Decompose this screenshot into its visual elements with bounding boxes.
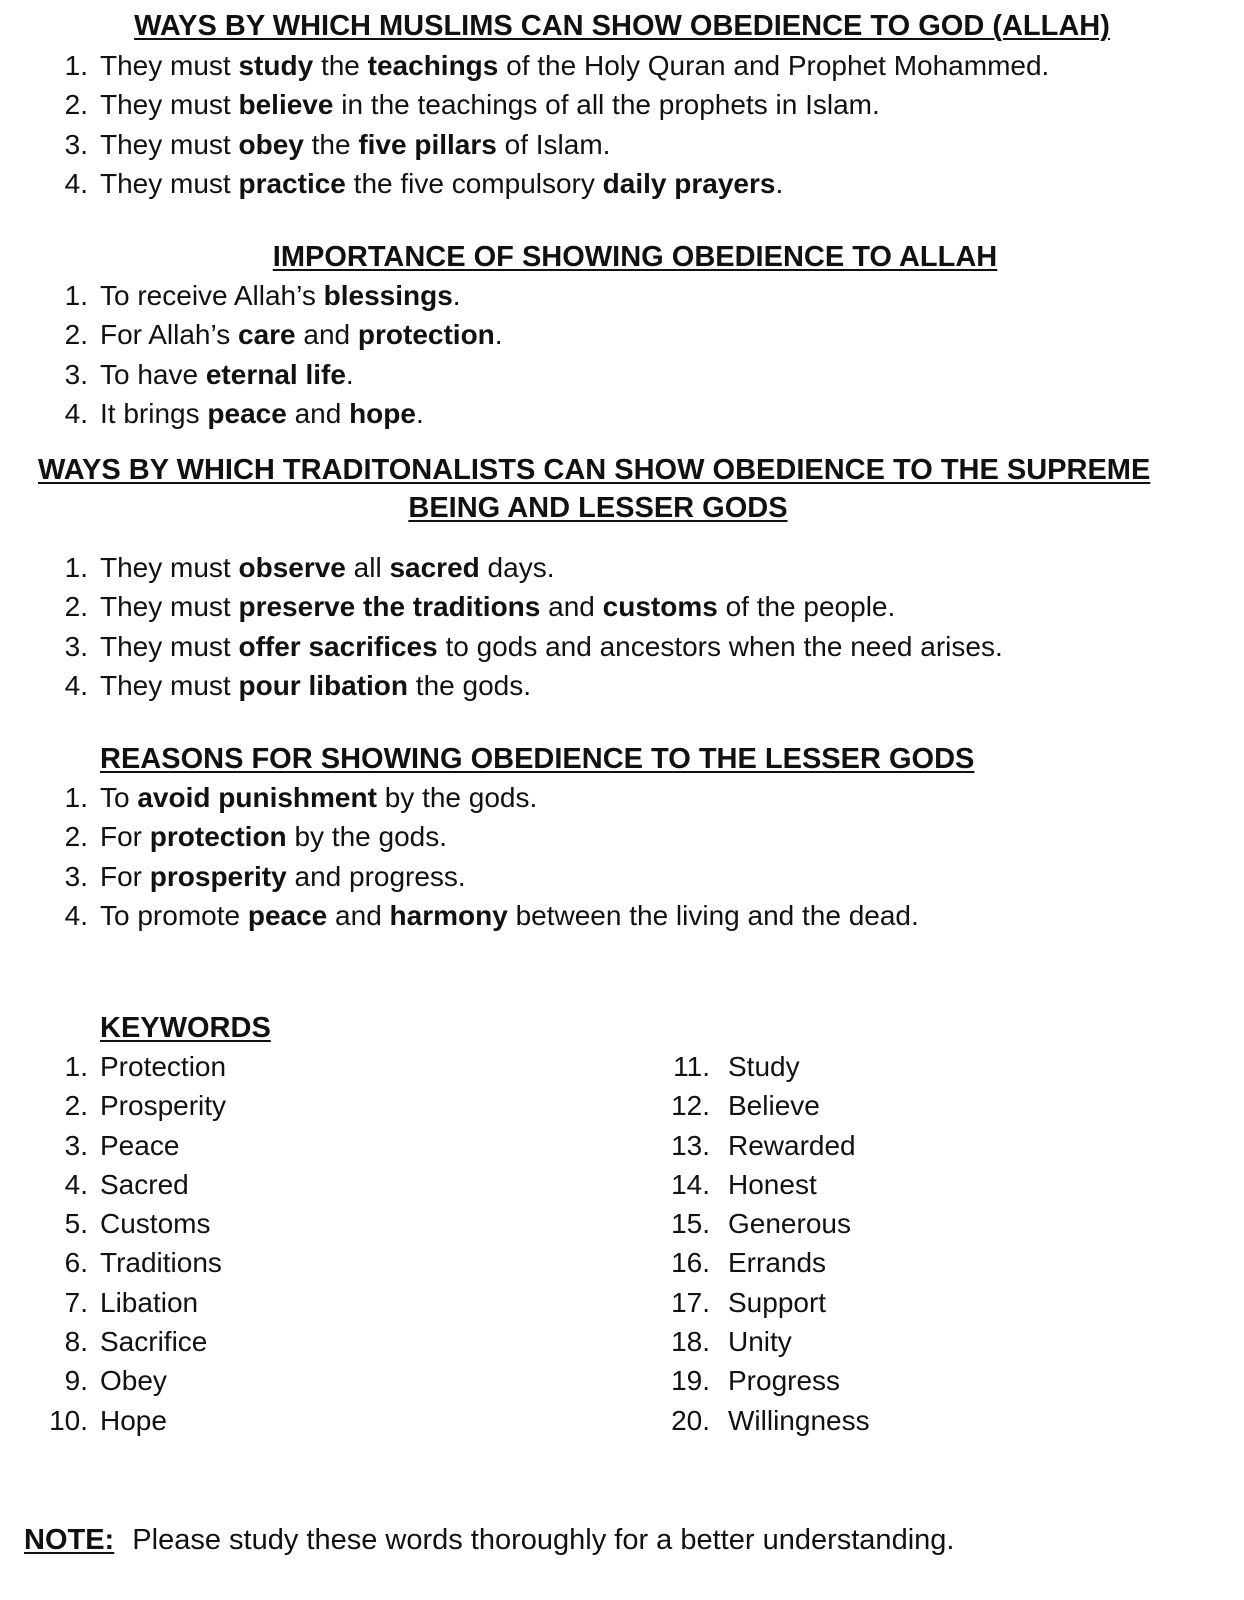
bold-term: harmony xyxy=(389,899,508,931)
list-item-text: all xyxy=(345,552,390,583)
keyword-number: 10. xyxy=(49,1404,88,1436)
bold-term: eternal life xyxy=(205,358,346,390)
list-item-number: 2. xyxy=(64,89,88,121)
keyword-number: 2. xyxy=(64,1090,88,1122)
list-item xyxy=(0,587,1003,626)
keyword-number: 12. xyxy=(671,1090,710,1122)
bold-term: five pillars xyxy=(358,128,497,160)
keyword-item xyxy=(0,1086,870,1125)
list-item-text: They must xyxy=(100,591,239,623)
heading-keywords: KEYWORDS xyxy=(100,1012,271,1044)
list-item xyxy=(0,315,503,354)
list-reasons-lesser-gods xyxy=(0,778,919,935)
list-item-text: the xyxy=(313,50,368,81)
list-item-text: To receive Allah’s xyxy=(100,280,324,311)
keyword-word: Progress xyxy=(728,1365,841,1397)
keyword-number: 20. xyxy=(671,1404,710,1436)
keywords-list-right xyxy=(0,1047,870,1440)
list-item xyxy=(0,666,1003,705)
list-item-text: of the people. xyxy=(717,591,896,623)
bold-term: preserve the traditions xyxy=(238,591,541,623)
heading-muslims-obedience: WAYS BY WHICH MUSLIMS CAN SHOW OBEDIENCE TO GOD (ALLAH) xyxy=(134,10,1110,42)
keyword-number: 9. xyxy=(64,1365,88,1397)
keyword-number: 4. xyxy=(64,1168,88,1200)
list-item-text: They must xyxy=(100,128,239,160)
list-item-text: For xyxy=(100,821,150,853)
bold-term: believe xyxy=(238,89,334,121)
keyword-word: Sacrifice xyxy=(100,1326,208,1358)
keyword-word: Sacred xyxy=(100,1168,189,1200)
list-item-number: 4. xyxy=(64,167,88,199)
list-item-text: the xyxy=(303,128,359,160)
keyword-number: 17. xyxy=(671,1286,710,1318)
keyword-word: Willingness xyxy=(728,1404,870,1436)
keyword-word: Rewarded xyxy=(728,1129,856,1161)
list-muslims-obedience xyxy=(0,46,1049,203)
keyword-word: Customs xyxy=(100,1208,211,1240)
list-item-text: . xyxy=(415,397,424,429)
list-item-number: 4. xyxy=(64,899,88,931)
list-item xyxy=(0,857,919,896)
list-item-text: To promote xyxy=(100,899,248,931)
list-item-text: They must xyxy=(100,552,239,583)
keyword-number: 11. xyxy=(673,1051,710,1082)
heading-importance-obedience-allah: IMPORTANCE OF SHOWING OBEDIENCE TO ALLAH xyxy=(272,241,998,273)
list-item-text: and progress. xyxy=(286,860,466,892)
list-item-number: 3. xyxy=(64,860,88,892)
list-item-text: and xyxy=(286,397,350,429)
keyword-number: 8. xyxy=(64,1326,88,1358)
keyword-word: Hope xyxy=(100,1404,167,1436)
list-item-text: . xyxy=(775,167,784,199)
list-item xyxy=(0,85,1049,124)
list-item-text: to gods and ancestors when the need arises. xyxy=(437,630,1003,662)
list-item xyxy=(0,627,1003,666)
keyword-item xyxy=(0,1126,870,1165)
keyword-item xyxy=(0,1361,870,1400)
note-label: NOTE: xyxy=(24,1524,115,1556)
keyword-word: Protection xyxy=(100,1051,227,1082)
list-item-number: 4. xyxy=(64,669,88,701)
bold-term: prosperity xyxy=(149,860,287,892)
list-item-text: by the gods. xyxy=(376,782,538,813)
list-item-number: 1. xyxy=(64,280,88,311)
list-item-text: They must xyxy=(100,50,239,81)
list-item-text: in the teachings of all the prophets in Islam. xyxy=(333,89,880,121)
keyword-word: Support xyxy=(728,1286,827,1318)
bold-term: blessings xyxy=(323,280,453,311)
keyword-word: Libation xyxy=(100,1286,199,1318)
keyword-number: 3. xyxy=(64,1129,88,1161)
keyword-number: 16. xyxy=(671,1247,710,1279)
bold-term: avoid punishment xyxy=(137,782,377,813)
list-item-number: 1. xyxy=(64,552,88,583)
list-item-text: and xyxy=(327,899,390,931)
list-item xyxy=(0,896,919,935)
bold-term: peace xyxy=(207,397,287,429)
list-item-text: the five compulsory xyxy=(345,167,603,199)
list-item-text: For xyxy=(100,860,150,892)
list-item xyxy=(0,817,919,856)
heading-traditionalists-obedience-line2: BEING AND LESSER GODS xyxy=(408,492,788,524)
list-item-number: 3. xyxy=(64,128,88,160)
list-item-text: To xyxy=(100,782,138,813)
bold-term: peace xyxy=(247,899,328,931)
list-item xyxy=(0,355,503,394)
keyword-item xyxy=(0,1401,870,1440)
bold-term: care xyxy=(238,319,296,351)
list-item-number: 3. xyxy=(64,358,88,390)
keyword-word: Obey xyxy=(100,1365,167,1397)
list-item-text: . xyxy=(452,280,461,311)
keyword-word: Traditions xyxy=(100,1247,222,1279)
list-item xyxy=(0,394,503,433)
keyword-number: 15. xyxy=(671,1208,710,1240)
list-item-text: . xyxy=(345,358,354,390)
list-item-number: 2. xyxy=(64,591,88,623)
keyword-word: Honest xyxy=(728,1168,817,1200)
list-item-number: 1. xyxy=(64,782,88,813)
list-traditionalists-obedience xyxy=(0,548,1003,705)
bold-term: daily prayers xyxy=(602,167,776,199)
bold-term: observe xyxy=(238,552,346,583)
list-item xyxy=(0,164,1049,203)
list-item xyxy=(0,548,1003,587)
list-item-text: To have xyxy=(100,358,206,390)
keyword-number: 5. xyxy=(64,1208,88,1240)
keyword-word: Study xyxy=(728,1051,800,1082)
list-item-text: of the Holy Quran and Prophet Mohammed. xyxy=(498,50,1050,81)
list-item-number: 4. xyxy=(64,397,88,429)
list-item-text: between the living and the dead. xyxy=(507,899,919,931)
keyword-number: 6. xyxy=(64,1247,88,1279)
keyword-word: Believe xyxy=(728,1090,820,1122)
keyword-word: Prosperity xyxy=(100,1090,227,1122)
heading-reasons-lesser-gods: REASONS FOR SHOWING OBEDIENCE TO THE LESSER GODS xyxy=(100,743,975,775)
keyword-item xyxy=(0,1204,870,1243)
list-item xyxy=(0,125,1049,164)
list-item-number: 2. xyxy=(64,821,88,853)
list-item-text: They must xyxy=(100,167,239,199)
list-item-text: For Allah’s xyxy=(100,319,238,351)
keyword-item xyxy=(0,1165,870,1204)
list-item-text: by the gods. xyxy=(286,821,448,853)
keyword-item xyxy=(0,1243,870,1282)
list-item-number: 2. xyxy=(64,319,88,351)
keyword-number: 18. xyxy=(671,1326,710,1358)
keyword-word: Errands xyxy=(728,1247,827,1279)
heading-traditionalists-obedience-line1: WAYS BY WHICH TRADITONALISTS CAN SHOW OBEDIENCE TO THE SUPREME xyxy=(38,454,1151,486)
list-item-text: They must xyxy=(100,669,239,701)
list-item-text: and xyxy=(540,591,603,623)
bold-term: customs xyxy=(602,591,718,623)
bold-term: protection xyxy=(149,821,287,853)
list-item-number: 3. xyxy=(64,630,88,662)
bold-term: study xyxy=(238,50,314,81)
keyword-item xyxy=(0,1047,870,1086)
keyword-item xyxy=(0,1322,870,1361)
keyword-number: 19. xyxy=(671,1365,710,1397)
keyword-number: 13. xyxy=(671,1129,710,1161)
list-item-text: They must xyxy=(100,89,239,121)
bold-term: sacred xyxy=(389,552,480,583)
keyword-word: Peace xyxy=(100,1129,180,1161)
keyword-item xyxy=(0,1283,870,1322)
bold-term: practice xyxy=(238,167,346,199)
list-item-text: It brings xyxy=(100,397,208,429)
keyword-word: Generous xyxy=(728,1208,851,1240)
keyword-number: 14. xyxy=(671,1168,710,1200)
list-item-text: the gods. xyxy=(408,669,531,701)
list-item-text: days. xyxy=(479,552,555,583)
list-item-text: of Islam. xyxy=(496,128,611,160)
bold-term: obey xyxy=(238,128,304,160)
bold-term: teachings xyxy=(367,50,499,81)
bold-term: pour libation xyxy=(238,669,409,701)
list-item xyxy=(0,276,503,315)
study-note xyxy=(24,1524,954,1557)
list-item xyxy=(0,46,1049,85)
bold-term: offer sacrifices xyxy=(238,630,438,662)
list-item-number: 1. xyxy=(64,50,88,81)
list-item-text: They must xyxy=(100,630,239,662)
bold-term: hope xyxy=(349,397,416,429)
list-item-text: . xyxy=(494,319,503,351)
list-item-text: and xyxy=(295,319,358,351)
note-text: Please study these words thoroughly for a better understanding. xyxy=(132,1524,955,1556)
keyword-number: 1. xyxy=(64,1051,88,1082)
keyword-word: Unity xyxy=(728,1326,792,1358)
list-importance-obedience-allah xyxy=(0,276,503,433)
keyword-number: 7. xyxy=(64,1286,88,1318)
list-item xyxy=(0,778,919,817)
bold-term: protection xyxy=(357,319,495,351)
